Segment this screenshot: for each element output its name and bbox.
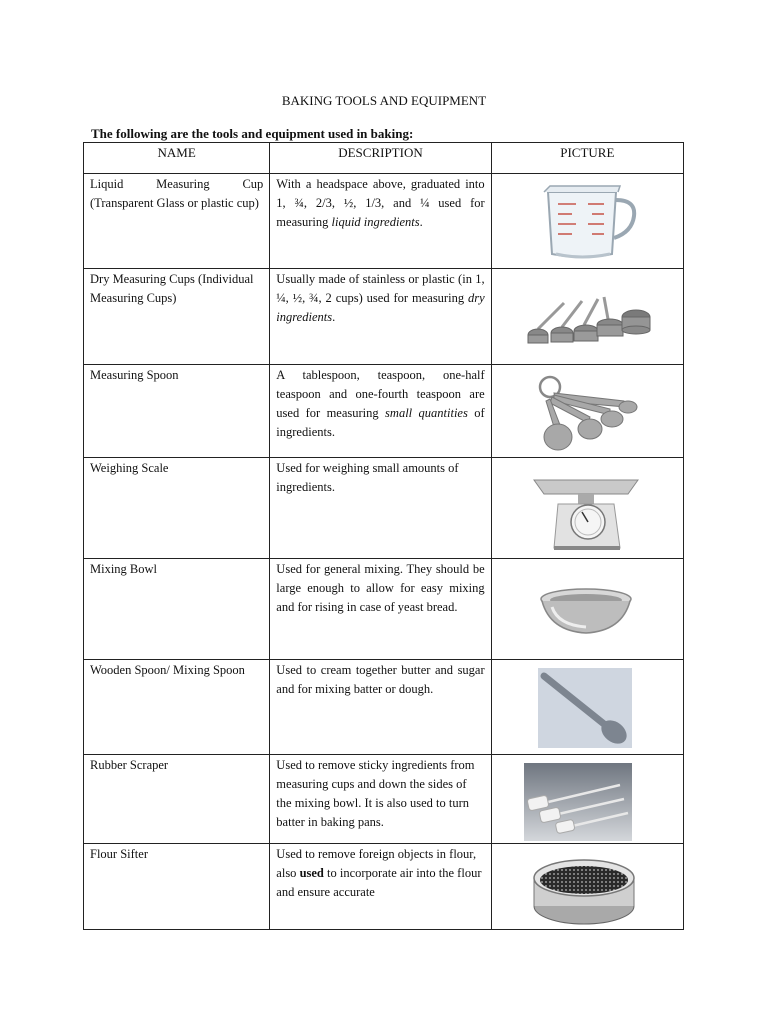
rubber-scraper-icon (524, 763, 632, 841)
weighing-scale-icon (530, 464, 642, 552)
header-picture: PICTURE (491, 143, 683, 174)
table-row (84, 755, 684, 844)
dry-measuring-cups-icon (524, 289, 654, 349)
page-title: BAKING TOOLS AND EQUIPMENT (281, 93, 487, 108)
tool-picture (491, 365, 683, 458)
tool-picture (491, 559, 683, 660)
tool-name: Rubber Scraper (84, 755, 270, 844)
header-description: DESCRIPTION (270, 143, 491, 174)
table-row (84, 269, 684, 365)
table-row (84, 365, 684, 458)
table-row (84, 559, 684, 660)
tool-description: Used to remove sticky ingredients from measuring cups and down the sides of the mixing bowl. It is also used to turn batter in baking pans. (270, 755, 491, 844)
table-header-row (84, 143, 684, 174)
tool-name: Weighing Scale (84, 458, 270, 559)
flour-sifter-icon (532, 848, 636, 928)
tool-picture (491, 458, 683, 559)
table-row (84, 458, 684, 559)
tool-picture (491, 755, 683, 844)
measuring-cup-icon (536, 182, 646, 262)
tool-name: Dry Measuring Cups (Individual Measuring Cups) (84, 269, 270, 365)
tool-description: Used for weighing small amounts of ingredients. (270, 458, 491, 559)
tool-description: Used for general mixing. They should be large enough to allow for easy mixing and for rising in case of yeast bread. (270, 559, 491, 660)
table-row (84, 174, 684, 269)
tool-description: Usually made of stainless or plastic (in 1, ¼, ½, ¾, 2 cups) used for measuring dry ingredients. (270, 269, 491, 365)
table-row (84, 660, 684, 755)
tool-picture (491, 660, 683, 755)
mixing-spoon-icon (538, 668, 632, 748)
tools-table (83, 142, 684, 930)
tool-name: Mixing Bowl (84, 559, 270, 660)
tool-name: Measuring Spoon (84, 365, 270, 458)
table-row (84, 844, 684, 930)
tool-name: Liquid Measuring Cup (Transparent Glass or plastic cup) (84, 174, 270, 269)
tool-description: With a headspace above, graduated into 1, ¾, 2/3, ½, 1/3, and ¼ used for measuring liquid ingredients. (270, 174, 491, 269)
tool-description: A tablespoon, teaspoon, one-half teaspoon and one-fourth teaspoon are used for measuring small quantities of ingredients. (270, 365, 491, 458)
tool-name: Flour Sifter (84, 844, 270, 930)
tool-description: Used to cream together butter and sugar and for mixing batter or dough. (270, 660, 491, 755)
tool-picture (491, 174, 683, 269)
tool-picture (491, 844, 683, 930)
measuring-spoons-icon (534, 371, 644, 455)
header-name: NAME (84, 143, 270, 174)
intro-text: The following are the tools and equipment used in baking: (91, 126, 414, 141)
tool-name: Wooden Spoon/ Mixing Spoon (84, 660, 270, 755)
tool-picture (491, 269, 683, 365)
tool-description: Used to remove foreign objects in flour, also used to incorporate air into the flour and ensure accurate (270, 844, 491, 930)
mixing-bowl-icon (538, 587, 634, 637)
